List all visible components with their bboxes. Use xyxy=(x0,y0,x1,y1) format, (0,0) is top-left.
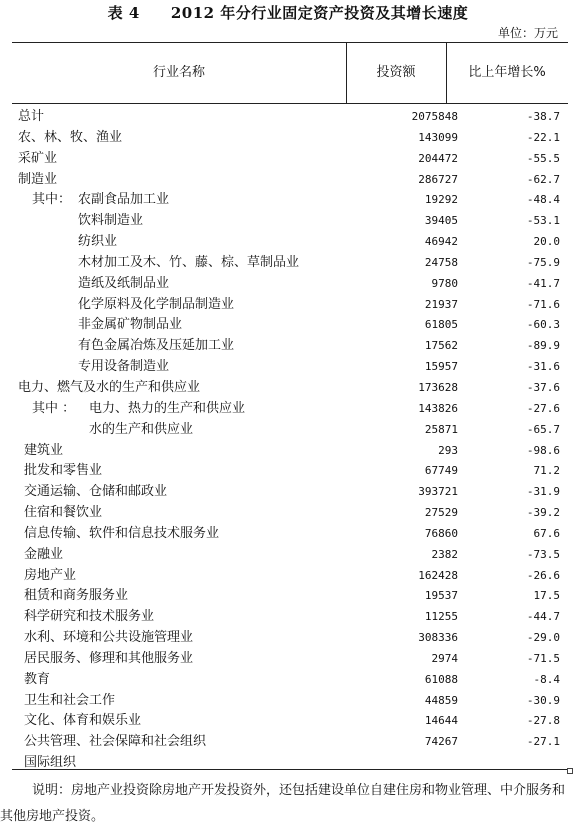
row-investment: 27529 xyxy=(424,506,458,520)
row-growth: -22.1 xyxy=(526,130,560,144)
table-row xyxy=(12,190,568,211)
row-industry: 木材加工及木、竹、藤、棕、草制品业 xyxy=(78,254,300,270)
row-growth: -53.1 xyxy=(526,214,560,228)
row-investment: 21937 xyxy=(424,297,458,311)
row-investment: 11255 xyxy=(424,610,458,624)
row-growth: -8.4 xyxy=(533,672,560,686)
row-industry: 纺织业 xyxy=(78,234,118,250)
row-growth: -48.4 xyxy=(526,193,560,207)
row-investment: 286727 xyxy=(418,172,458,186)
header-investment: 投资额 xyxy=(376,65,416,80)
row-industry: 文化、体育和娱乐业 xyxy=(24,713,142,729)
row-investment: 204472 xyxy=(418,151,458,165)
table-row xyxy=(12,628,568,649)
row-industry: 农副食品加工业 xyxy=(78,192,170,208)
table-row xyxy=(12,107,568,128)
row-industry: 电力、热力的生产和供应业 xyxy=(89,400,246,416)
table-row xyxy=(12,482,568,503)
row-prefix: 其中 ： xyxy=(32,400,76,416)
table-row xyxy=(12,128,568,149)
table-row xyxy=(12,586,568,607)
row-investment: 67749 xyxy=(424,464,458,478)
table-row xyxy=(12,461,568,482)
row-growth: -71.6 xyxy=(526,297,560,311)
table-row xyxy=(12,253,568,274)
row-industry: 采矿业 xyxy=(18,150,58,166)
row-industry: 制造业 xyxy=(18,171,58,187)
row-growth: -37.6 xyxy=(526,380,560,394)
row-industry: 科学研究和技术服务业 xyxy=(24,609,155,625)
unit-label: 单位：万元 xyxy=(497,26,558,40)
table-title: 表 4 2012 年分行业固定资产投资及其增长速度 xyxy=(107,4,469,22)
row-investment: 393721 xyxy=(418,485,458,499)
row-investment: 9780 xyxy=(431,276,458,290)
row-growth: 71.2 xyxy=(533,464,560,478)
table-row xyxy=(12,753,568,774)
row-industry: 有色金属冶炼及压延加工业 xyxy=(78,338,235,354)
row-investment: 143826 xyxy=(418,401,458,415)
investment-table xyxy=(12,42,568,770)
row-growth: -29.0 xyxy=(526,631,560,645)
table-body xyxy=(12,107,568,774)
row-investment: 61088 xyxy=(424,672,458,686)
table-row xyxy=(12,441,568,462)
row-growth: -31.6 xyxy=(526,360,560,374)
row-growth: -60.3 xyxy=(526,318,560,332)
row-industry: 化学原料及化学制品制造业 xyxy=(78,296,235,312)
row-industry: 造纸及纸制品业 xyxy=(78,275,170,291)
row-growth: -98.6 xyxy=(526,443,560,457)
row-industry: 房地产业 xyxy=(24,567,77,583)
row-investment: 17562 xyxy=(424,339,458,353)
row-investment: 143099 xyxy=(418,130,458,144)
table-row xyxy=(12,607,568,628)
row-investment: 2075848 xyxy=(411,110,458,123)
row-investment: 61805 xyxy=(424,318,458,332)
row-growth: -31.9 xyxy=(526,485,560,499)
row-growth: -27.6 xyxy=(526,401,560,415)
row-investment: 2382 xyxy=(431,547,458,561)
row-growth: 20.0 xyxy=(533,235,560,249)
footnote: 说明：房地产业投资除房地产开发投资外，还包括建设单位自建住房和物业管理、中介服务和其他房地产投资。 xyxy=(0,783,566,824)
row-investment: 173628 xyxy=(418,380,458,394)
table-row xyxy=(12,357,568,378)
table-row xyxy=(12,649,568,670)
header-industry: 行业名称 xyxy=(152,65,205,80)
row-industry: 批发和零售业 xyxy=(24,463,103,479)
table-row xyxy=(12,524,568,545)
table-row xyxy=(12,149,568,170)
row-growth: -75.9 xyxy=(526,255,560,269)
header-separator xyxy=(12,103,568,104)
row-prefix: 其中： xyxy=(32,192,72,208)
table-row xyxy=(12,566,568,587)
table-row xyxy=(12,691,568,712)
row-industry: 非金属矿物制品业 xyxy=(78,317,183,333)
table-row xyxy=(12,315,568,336)
table-row xyxy=(12,503,568,524)
row-investment: 44859 xyxy=(424,693,458,707)
row-investment: 76860 xyxy=(424,526,458,540)
row-growth: -62.7 xyxy=(526,172,560,186)
row-industry: 卫生和社会工作 xyxy=(24,692,116,708)
row-growth: -27.1 xyxy=(526,735,560,749)
row-investment: 19537 xyxy=(424,589,458,603)
table-row xyxy=(12,336,568,357)
table-row xyxy=(12,545,568,566)
row-industry: 电力、燃气及水的生产和供应业 xyxy=(18,379,201,395)
row-investment: 25871 xyxy=(424,422,458,436)
row-industry: 总计 xyxy=(18,109,45,124)
row-industry: 国际组织 xyxy=(24,755,77,771)
table-row xyxy=(12,232,568,253)
row-growth: -55.5 xyxy=(526,151,560,165)
row-growth: -27.8 xyxy=(526,714,560,728)
row-investment: 74267 xyxy=(424,735,458,749)
row-industry: 金融业 xyxy=(24,546,64,562)
row-investment: 162428 xyxy=(418,568,458,582)
table-row xyxy=(12,170,568,191)
row-industry: 租赁和商务服务业 xyxy=(24,588,129,604)
header-growth: 比上年增长% xyxy=(468,65,546,80)
table-row xyxy=(12,274,568,295)
row-industry: 教育 xyxy=(24,671,51,687)
row-industry: 住宿和餐饮业 xyxy=(24,505,103,521)
table-row xyxy=(12,399,568,420)
row-industry: 建筑业 xyxy=(24,442,64,458)
row-growth: -65.7 xyxy=(526,422,560,436)
row-growth: -39.2 xyxy=(526,506,560,520)
row-investment: 39405 xyxy=(424,214,458,228)
row-investment: 19292 xyxy=(424,193,458,207)
row-industry: 农、林、牧、渔业 xyxy=(18,129,123,145)
row-growth: -38.7 xyxy=(526,110,560,123)
table-row xyxy=(12,295,568,316)
row-growth: -71.5 xyxy=(526,651,560,665)
table-row xyxy=(12,420,568,441)
row-investment: 2974 xyxy=(431,651,458,665)
row-industry: 饮料制造业 xyxy=(78,213,144,229)
row-industry: 水的生产和供应业 xyxy=(89,421,194,437)
row-growth: -44.7 xyxy=(526,610,560,624)
row-investment: 293 xyxy=(438,443,458,457)
table-row xyxy=(12,711,568,732)
row-investment: 46942 xyxy=(424,235,458,249)
row-industry: 水利、环境和公共设施管理业 xyxy=(24,630,194,646)
row-growth: -30.9 xyxy=(526,693,560,707)
row-growth: 17.5 xyxy=(533,589,560,603)
table-row xyxy=(12,732,568,753)
row-industry: 交通运输、仓储和邮政业 xyxy=(24,484,168,500)
table-row xyxy=(12,211,568,232)
row-growth: -41.7 xyxy=(526,276,560,290)
row-industry: 公共管理、社会保障和社会组织 xyxy=(24,734,207,750)
row-industry: 信息传输、软件和信息技术服务业 xyxy=(24,525,220,541)
row-investment: 308336 xyxy=(418,631,458,645)
row-growth: -26.6 xyxy=(526,568,560,582)
table-row xyxy=(12,670,568,691)
row-investment: 15957 xyxy=(424,360,458,374)
table-row xyxy=(12,378,568,399)
row-growth: -73.5 xyxy=(526,547,560,561)
row-investment: 24758 xyxy=(424,255,458,269)
row-growth: 67.6 xyxy=(533,526,560,540)
corner-marker xyxy=(567,768,573,774)
row-growth: -89.9 xyxy=(526,339,560,353)
row-industry: 专用设备制造业 xyxy=(78,359,170,375)
row-industry: 居民服务、修理和其他服务业 xyxy=(24,650,194,666)
row-investment: 14644 xyxy=(424,714,458,728)
